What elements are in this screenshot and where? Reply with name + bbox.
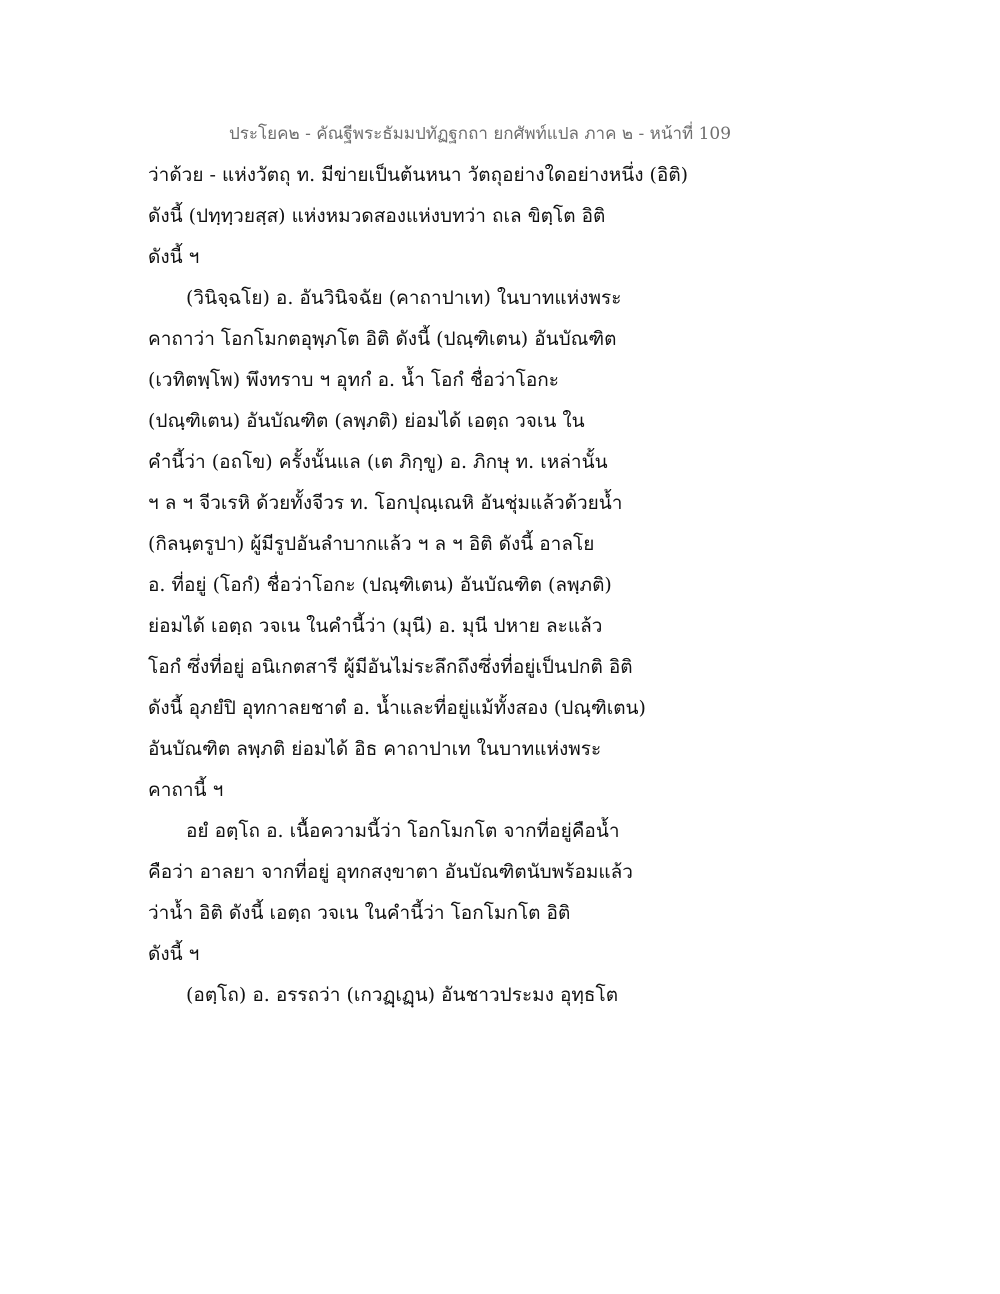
text-line: (วินิจฺฉโย) อ. อันวินิจฉัย (คาถาปาเท) ในบาทแห่งพระ xyxy=(186,287,622,309)
paragraph-4 xyxy=(148,980,708,1011)
body-text xyxy=(148,160,708,1021)
text-line: (กิลนฺตรูปา) ผู้มีรูปอันลำบากแล้ว ฯ ล ฯ อิติ ดังนี้ อาลโย xyxy=(148,533,595,555)
text-line: อยํ อตฺโถ อ. เนื้อความนี้ว่า โอกโมกโต จากที่อยู่คือน้ำ xyxy=(186,820,620,842)
text-line: คาถานี้ ฯ xyxy=(148,779,224,801)
paragraph-2 xyxy=(148,283,708,806)
text-line: อันบัณฑิต ลพฺภติ ย่อมได้ อิธ คาถาปาเท ในบาทแห่งพระ xyxy=(148,738,602,760)
paragraph-1 xyxy=(148,160,708,273)
text-line: (อตฺโถ) อ. อรรถว่า (เกวฏฺเฏฺน) อันชาวประมง อุทฺธโต xyxy=(186,984,619,1006)
text-line: คำนี้ว่า (อถโข) ครั้งนั้นแล (เต ภิกฺขู) อ. ภิกษุ ท. เหล่านั้น xyxy=(148,451,608,473)
text-line: คาถาว่า โอกโมกตอุพฺภโต อิติ ดังนี้ (ปณฺฑิเตน) อันบัณฑิต xyxy=(148,328,617,350)
text-line: อ. ที่อยู่ (โอกํ) ชื่อว่าโอกะ (ปณฺฑิเตน) อันบัณฑิต (ลพฺภติ) xyxy=(148,574,612,596)
text-line: ดังนี้ ฯ xyxy=(148,943,200,965)
text-line: ฯ ล ฯ จีวเรหิ ด้วยทั้งจีวร ท. โอกปุณฺเณหิ อันชุ่มแล้วด้วยน้ำ xyxy=(148,492,623,514)
text-line: (ปณฺฑิเตน) อันบัณฑิต (ลพฺภติ) ย่อมได้ เอตฺถ วจเน ใน xyxy=(148,410,585,432)
text-line: ว่าด้วย - แห่งวัตถุ ท. มีข่ายเป็นต้นหนา วัตถุอย่างใดอย่างหนึ่ง (อิติ) xyxy=(148,164,689,186)
text-line: โอกํ ซึ่งที่อยู่ อนิเกตสารี ผู้มีอันไม่ระลึกถึงซึ่งที่อยู่เป็นปกติ อิติ xyxy=(148,656,633,678)
text-line: ดังนี้ อุภยํปิ อุทกาลยชาตํ อ. น้ำและที่อยู่แม้ทั้งสอง (ปณฺฑิเตน) xyxy=(148,697,646,719)
running-header: ประโยค๒ - คัณฐีพระธัมมปทัฏฐกถา ยกศัพท์แปล ภาค ๒ - หน้าที่ 109 xyxy=(228,124,732,144)
paragraph-3 xyxy=(148,816,708,970)
text-line: ย่อมได้ เอตฺถ วจเน ในคำนี้ว่า (มุนี) อ. มุนี ปหาย ละแล้ว xyxy=(148,615,603,637)
text-line: คือว่า อาลยา จากที่อยู่ อุทกสงฺขาตา อันบัณฑิตนับพร้อมแล้ว xyxy=(148,861,633,883)
text-line: ดังนี้ (ปทฺทฺวยสฺส) แห่งหมวดสองแห่งบทว่า ถเล ขิตฺโต อิติ xyxy=(148,205,606,227)
text-line: (เวทิตพฺโพ) พึงทราบ ฯ อุทกํ อ. น้ำ โอกํ ชื่อว่าโอกะ xyxy=(148,369,559,391)
text-line: ดังนี้ ฯ xyxy=(148,246,200,268)
text-line: ว่าน้ำ อิติ ดังนี้ เอตฺถ วจเน ในคำนี้ว่า โอกโมกโต อิติ xyxy=(148,902,571,924)
